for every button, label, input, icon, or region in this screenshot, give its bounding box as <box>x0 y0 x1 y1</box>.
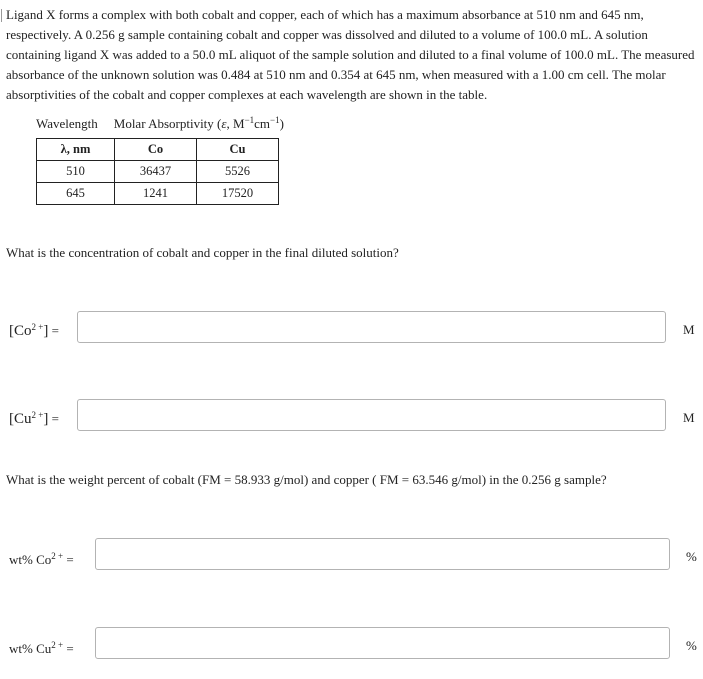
cell-co: 36437 <box>115 161 197 183</box>
cu-concentration-input[interactable] <box>77 399 666 431</box>
co-concentration-input[interactable] <box>77 311 666 343</box>
question-weight-percent: What is the weight percent of cobalt (FM = 58.933 g/mol) and copper ( FM = 63.546 g/mol) in the 0.256 g sample? <box>6 472 607 487</box>
cu-weight-percent-unit: % <box>686 638 697 653</box>
cell-cu: 17520 <box>197 183 279 205</box>
cell-wavelength: 645 <box>37 183 115 205</box>
caption-absorptivity: Molar Absorptivity (ε, $M^{-1}cm^{-1}$) <box>113 115 284 131</box>
table-header-row <box>37 139 279 161</box>
header-cu: Cu <box>197 139 279 161</box>
table-row <box>37 183 279 205</box>
table-row <box>37 161 279 183</box>
co-concentration-unit: M <box>683 322 695 337</box>
table-caption <box>36 112 284 132</box>
co-weight-percent-unit: % <box>686 549 697 564</box>
molar-absorptivity-table <box>36 138 279 205</box>
co-weight-percent-label: wt% $Co^{2 +}$ = <box>9 551 74 567</box>
cu-weight-percent-input[interactable] <box>95 627 670 659</box>
co-concentration-label: $[Co^{2 +}]$ = <box>9 322 59 339</box>
cell-wavelength: 510 <box>37 161 115 183</box>
header-co: Co <box>115 139 197 161</box>
cu-concentration-unit: M <box>683 410 695 425</box>
text-cursor-mark <box>1 9 2 22</box>
header-wavelength: λ, nm <box>37 139 115 161</box>
cell-co: 1241 <box>115 183 197 205</box>
co-weight-percent-input[interactable] <box>95 538 670 570</box>
cell-cu: 5526 <box>197 161 279 183</box>
question-concentration: What is the concentration of cobalt and copper in the final diluted solution? <box>6 245 399 260</box>
cu-concentration-label: $[Cu^{2 +}]$ = <box>9 410 59 427</box>
cu-weight-percent-label: wt% $Cu^{2 +}$ = <box>9 640 74 656</box>
problem-statement: Ligand X forms a complex with both cobalt and copper, each of which has a maximum absorbance at 510 nm and 645 nm, respectively. A 0.256 g sample containing cobalt and copper was dissolved and diluted to a volume of 100.0 mL. A solution containing ligand X was added to a 50.0 mL aliquot of the sample solution and diluted to a final volume of 100.0 mL. The measured absorbance of the unknown solution was 0.484 at 510 nm and 0.354 at 645 nm, when measured with a 1.00 cm cell. The molar absorptivities of the cobalt and copper complexes at each wavelength are shown in the table. <box>6 7 695 102</box>
caption-wavelength: Wavelength <box>36 116 98 131</box>
